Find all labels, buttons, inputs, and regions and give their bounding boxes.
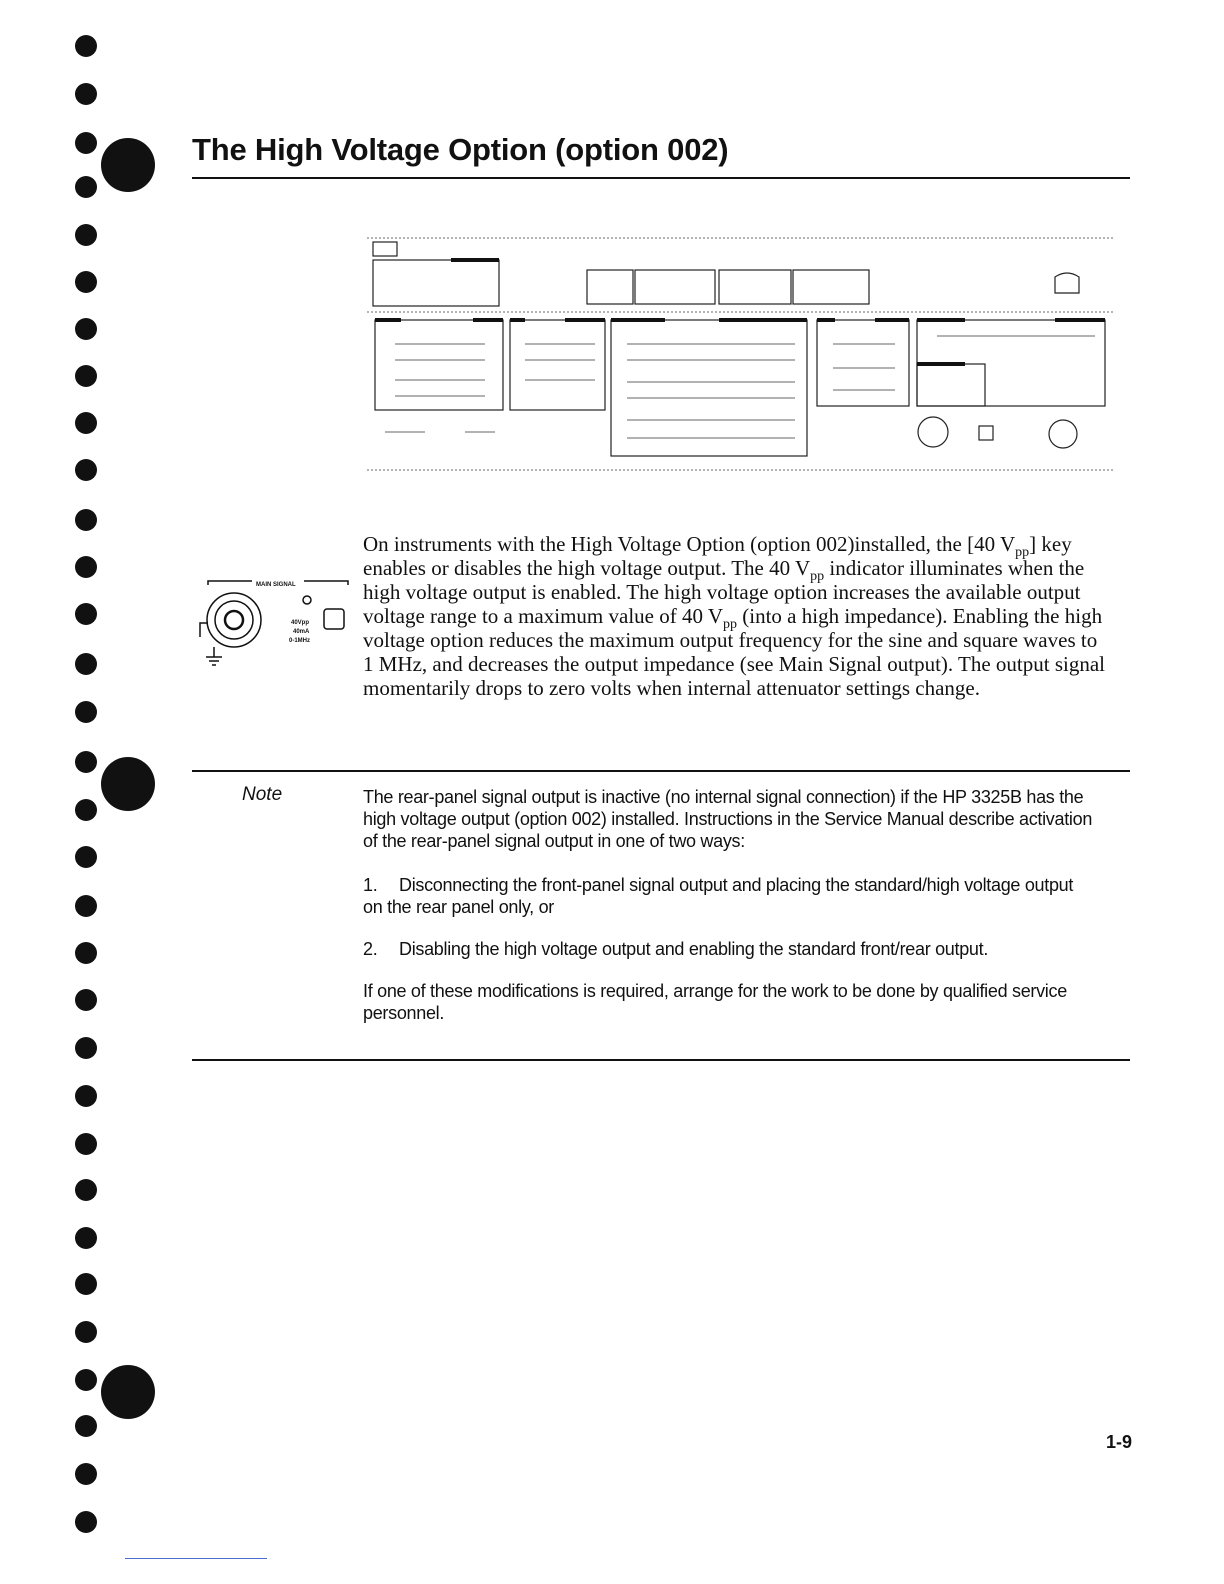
current-rating-label: 40mA bbox=[293, 629, 310, 635]
note-item-2: 2. Disabling the high voltage output and enabling the standard front/rear output. bbox=[363, 939, 989, 959]
note-intro: The rear-panel signal output is inactive (no internal signal connection) if the HP 3325B has the high voltage output (option 002) installed. Instructions in the Service Manual describe activation of the rear-panel signal output in one of two ways: bbox=[363, 787, 1093, 851]
frequency-rating-label: 0-1MHz bbox=[289, 638, 311, 644]
note-label: Note bbox=[242, 784, 283, 805]
note-item-1: 1. Disconnecting the front-panel signal output and placing the standard/high voltage output on the rear panel only, or bbox=[363, 875, 1074, 917]
main-signal-label: MAIN SIGNAL bbox=[256, 582, 296, 588]
heading-rule bbox=[192, 177, 1130, 179]
front-panel-illustration bbox=[365, 232, 1120, 477]
note-closing: If one of these modifications is required, arrange for the work to be done by qualified service personnel. bbox=[363, 981, 1067, 1023]
note-bottom-rule bbox=[192, 1059, 1130, 1061]
note-block bbox=[363, 786, 1093, 1046]
binder-holes bbox=[0, 0, 170, 1584]
main-signal-connector-illustration bbox=[196, 575, 356, 667]
option-description: On instruments with the High Voltage Option (option 002)installed, the [40 $V_{pp}$] key enables or disables the high voltage output. The 40 $V_{pp}$ indicator illuminates when the high voltage output is enabled. The high voltage option increases the available output voltage range to a maximum value of 40 $V_{pp}$ (into a high impedance). Enabling the high voltage option reduces the maximum output frequency for the sine and square waves to 1 MHz, and decreases the output impedance (see Main Signal output). The output signal momentarily drops to zero volts when internal attenuator settings change. bbox=[363, 532, 1106, 700]
footer-line bbox=[125, 1558, 267, 1559]
voltage-rating-label: 40Vpp bbox=[291, 620, 310, 626]
page-number: 1-9 bbox=[1106, 1432, 1133, 1452]
section-heading: The High Voltage Option (option 002) bbox=[192, 132, 729, 167]
note-top-rule bbox=[192, 770, 1130, 772]
